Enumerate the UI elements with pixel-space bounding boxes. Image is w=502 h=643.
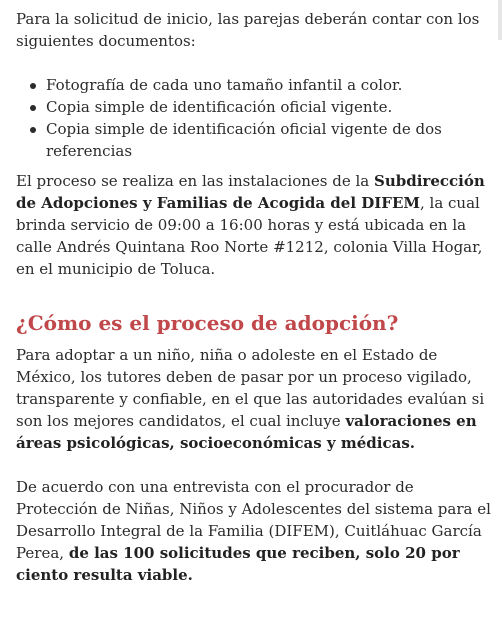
interview-paragraph [16, 476, 494, 586]
paragraph-text: Para adoptar a un niño, niña o adoleste en el Estado de México, los tutores deben de pasar por un proceso vigilado, transparente y confiable, en el que las autoridades evalúan si son los mejores candidatos, el cual incluye [16, 346, 485, 430]
viability-stat-bold: de las 100 solicitudes que reciben, solo 20 por ciento resulta viable. [16, 544, 460, 584]
paragraph-text: El proceso se realiza en las instalaciones de la [16, 172, 375, 190]
section-heading: ¿Cómo es el proceso de adopción? [16, 311, 399, 335]
list-item: Copia simple de identificación oficial vigente de dos referencias [46, 118, 494, 162]
article-body [16, 8, 494, 586]
evaluations-bold: valoraciones en áreas psicológicas, socioeconómicas y médicas. [16, 412, 477, 452]
list-item: Copia simple de identificación oficial vigente. [46, 96, 494, 118]
scrollbar-track[interactable] [498, 0, 502, 40]
documents-list [16, 74, 494, 162]
process-location-paragraph [16, 170, 494, 280]
paragraph-text: De acuerdo con una entrevista con el procurador de Protección de Niñas, Niños y Adolescentes del sistema para el Desarrollo Integral de la Familia (DIFEM), Cuitláhuac García Perea, [16, 478, 491, 562]
office-name-bold: Subdirección de Adopciones y Familias de Acogida del DIFEM [16, 172, 485, 212]
adoption-process-paragraph [16, 344, 494, 454]
intro-paragraph: Para la solicitud de inicio, las parejas deberán contar con los siguientes documentos: [16, 10, 480, 50]
paragraph-text: , la cual brinda servicio de 09:00 a 16:00 horas y está ubicada en la calle Andrés Quintana Roo Norte #1212, colonia Villa Hogar, en el municipio de Toluca. [16, 194, 483, 278]
list-item: Fotografía de cada uno tamaño infantil a color. [46, 74, 494, 96]
